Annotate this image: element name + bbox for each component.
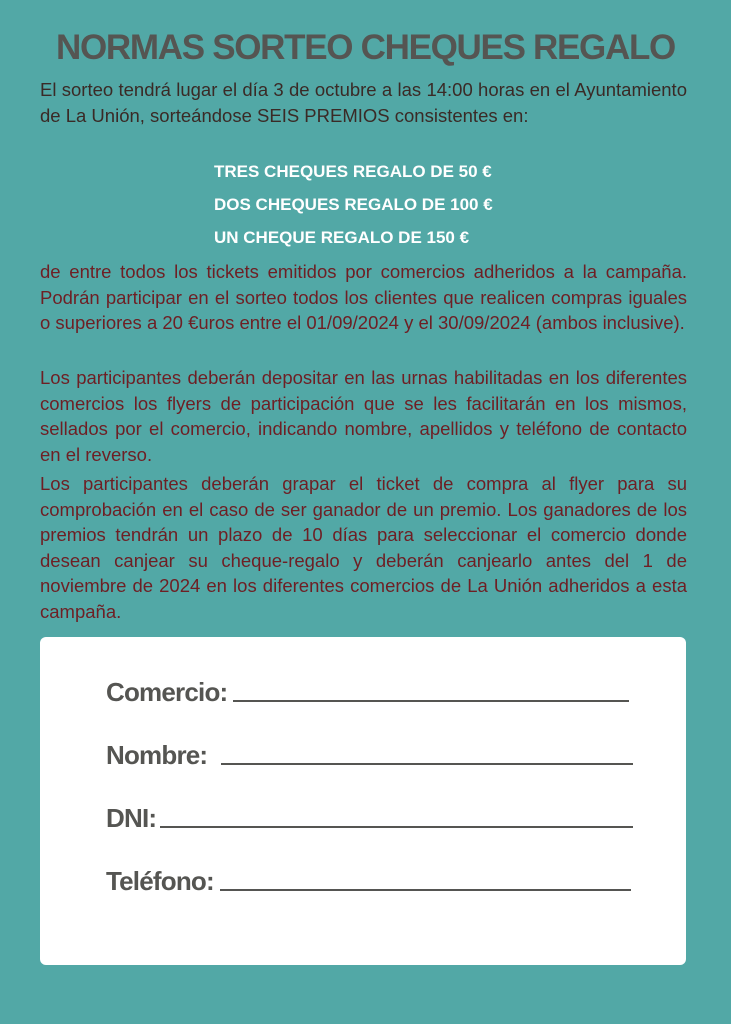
prize-list (214, 157, 493, 256)
winners-paragraph: Los participantes deberán grapar el ticket de compra al flyer para su comprobación en el caso de ser ganador de un premio. Los ganadores de los premios tendrán un plazo de 10 días para seleccionar el comercio donde desean canjear su cheque-regalo y deberán canjearlo antes del 1 de noviembre de 2024 en los diferentes comercios de La Unión adheridos a esta campaña. (40, 473, 687, 622)
dni-label: DNI: (106, 803, 157, 833)
comercio-field (106, 677, 629, 708)
nombre-input-line[interactable] (221, 761, 633, 765)
telefono-input-line[interactable] (220, 887, 631, 891)
prize-item: UN CHEQUE REGALO DE 150 € (214, 228, 470, 247)
prize-item: TRES CHEQUES REGALO DE 50 € (214, 162, 492, 181)
comercio-label: Comercio: (106, 677, 228, 707)
dni-input-line[interactable] (160, 824, 633, 828)
nombre-label: Nombre: (106, 740, 208, 770)
dni-field (106, 803, 633, 834)
participation-paragraph: de entre todos los tickets emitidos por comercios adheridos a la campaña. Podrán participar en el sorteo todos los clientes que realicen compras iguales o superiores a 20 €uros entre el 01/09/2024 y el 30/09/2024 (ambos inclusive). (40, 261, 687, 333)
telefono-label: Teléfono: (106, 866, 214, 896)
participation-form-card (40, 637, 686, 965)
deposit-paragraph: Los participantes deberán depositar en las urnas habilitadas en los diferentes comercios los flyers de participación que se les facilitarán en los mismos, sellados por el comercio, indicando nombre, apellidos y teléfono de contacto en el reverso. (40, 367, 687, 465)
prize-item: DOS CHEQUES REGALO DE 100 € (214, 195, 493, 214)
telefono-field (106, 866, 631, 897)
comercio-input-line[interactable] (233, 698, 629, 702)
page-title: NORMAS SORTEO CHEQUES REGALO (56, 28, 675, 67)
intro-paragraph: El sorteo tendrá lugar el día 3 de octubre a las 14:00 horas en el Ayuntamiento de La Unión, sorteándose SEIS PREMIOS consistentes en: (40, 79, 687, 126)
nombre-field (106, 740, 633, 771)
